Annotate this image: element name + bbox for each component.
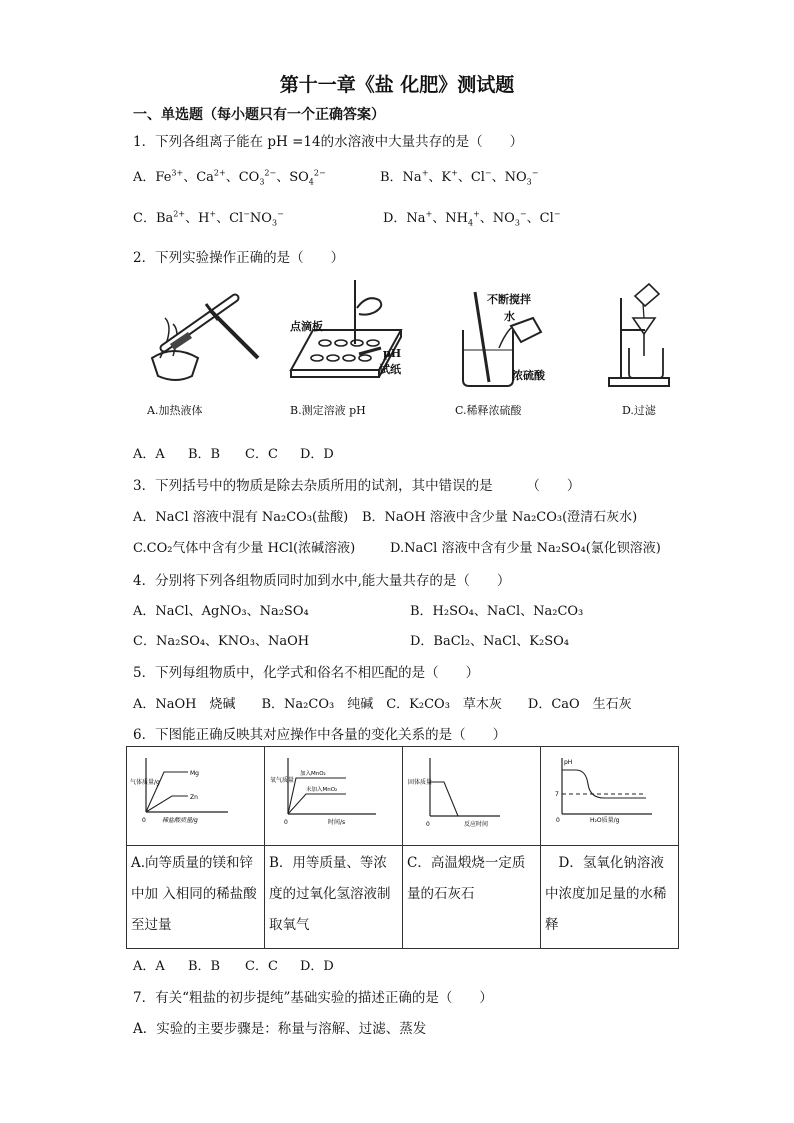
label-conc-acid: 浓硫酸: [512, 369, 545, 382]
graph-d-tick: 7: [555, 791, 559, 798]
graph-d-xlabel: H₂O质量/g: [590, 817, 620, 824]
label-spot-plate: 点滴板: [290, 320, 323, 333]
figure-caption-c: C.稀释浓硫酸: [455, 404, 522, 417]
q6-table: [126, 746, 679, 949]
label-ph: pH: [383, 347, 402, 360]
filtration-figure: [605, 278, 680, 393]
graph-a-xlabel: 稀盐酸质量/g: [162, 817, 198, 824]
graph-b-ylabel: 氧气质量: [270, 777, 295, 784]
q6-text-b: B．用等质量、等浓度的过氧化氢溶液制取氧气: [265, 846, 403, 949]
q6-option-b: B．B: [188, 959, 221, 974]
label-water: 水: [504, 310, 515, 323]
q4-option-c: C．Na₂SO₄、KNO₃、NaOH: [133, 634, 310, 649]
graph-c-origin: 0: [426, 821, 430, 828]
graph-b-cell: [265, 747, 403, 846]
graph-a-line2: Zn: [190, 794, 198, 801]
q1-option-b: B．Na+、K+、Cl−、$NO_3^-$: [380, 168, 539, 187]
figure-caption-d: D.过滤: [622, 404, 656, 417]
q3-option-d: D.NaCl 溶液中含有少量 Na₂SO₄(氯化钡溶液): [390, 541, 661, 556]
q2-option-c: C．C: [245, 447, 278, 462]
q6-text-c: C．高温煅烧一定质量的石灰石: [403, 846, 541, 949]
q3-option-c: C.CO₂气体中含有少量 HCl(浓碱溶液): [133, 541, 356, 556]
graph-a: [128, 748, 263, 840]
q6-text-d: D．氢氧化钠溶液中浓度加足量的水稀释: [541, 846, 679, 949]
graph-c-ylabel: 固体质量: [408, 779, 433, 786]
q6-stem: 6．下图能正确反映其对应操作中各量的变化关系的是（ ）: [133, 727, 507, 743]
graph-b-origin: 0: [284, 819, 288, 826]
q1-option-d: D．Na+、$NH_4^+$、$NO_3^-$、Cl−: [383, 209, 561, 228]
q3-stem: 3．下列括号中的物质是除去杂质所用的试剂，其中错误的是 （ ）: [133, 478, 581, 494]
graph-c-xlabel: 反应时间: [464, 821, 489, 828]
q7-option-a: A．实验的主要步骤是：称量与溶解、过滤、蒸发: [133, 1021, 427, 1037]
label-stir: 不断搅拌: [487, 293, 531, 306]
figure-caption-b: B.测定溶液 pH: [290, 404, 366, 417]
figure-caption-a: A.加热液体: [147, 404, 203, 417]
q4-option-a: A．NaCl、AgNO₃、Na₂SO₄: [133, 604, 309, 619]
q6-option-d: D．D: [300, 959, 334, 974]
graph-d-origin: 0: [556, 817, 560, 824]
graph-a-ylabel: 气体质量/g: [130, 779, 160, 786]
q6-option-a: A．A: [133, 959, 165, 974]
q5-stem: 5．下列每组物质中，化学式和俗名不相匹配的是（ ）: [133, 665, 480, 681]
q2-option-d: D．D: [300, 447, 334, 462]
graph-a-cell: [127, 747, 265, 846]
graph-b-line2: 未加入MnO₂: [306, 787, 338, 793]
graph-c-cell: [403, 747, 541, 846]
graph-b-line1: 加入MnO₂: [300, 771, 326, 777]
q5-options: A．NaOH 烧碱 B．Na₂CO₃ 纯碱 C．K₂CO₃ 草木灰 D．CaO 生石灰: [133, 697, 632, 712]
q1-stem: 1．下列各组离子能在 pH =14的水溶液中大量共存的是（ ）: [133, 134, 524, 150]
q4-option-d: D．BaCl₂、NaCl、K₂SO₄: [410, 634, 569, 649]
section-heading: 一、单选题（每小题只有一个正确答案）: [133, 107, 385, 123]
q3-option-b: B．NaOH 溶液中含少量 Na₂CO₃(澄清石灰水): [362, 510, 638, 525]
graph-a-line1: Mg: [190, 770, 199, 777]
page-title: 第十一章《盐 化肥》测试题: [279, 74, 515, 96]
q2-stem: 2．下列实验操作正确的是（ ）: [133, 250, 345, 266]
q6-text-a: A.向等质量的镁和锌中加 入相同的稀盐酸至过量: [127, 846, 265, 949]
q2-option-b: B．B: [188, 447, 221, 462]
q4-option-b: B．H₂SO₄、NaCl、Na₂CO₃: [410, 604, 584, 619]
label-ph-paper: 试纸: [379, 363, 401, 376]
graph-a-origin: 0: [142, 817, 146, 824]
q4-stem: 4．分别将下列各组物质同时加到水中,能大量共存的是（ ）: [133, 573, 511, 589]
q6-option-c: C．C: [245, 959, 278, 974]
graph-d-ylabel: pH: [564, 759, 573, 766]
heating-liquid-figure: [140, 278, 265, 393]
q7-stem: 7．有关“粗盐的初步提纯”基础实验的描述正确的是（ ）: [133, 990, 493, 1006]
graph-c: [404, 748, 539, 840]
q2-option-a: A．A: [133, 447, 165, 462]
graph-b: [266, 748, 401, 840]
q1-option-c: C．$Ba^{2+}$、H+、$Cl^-NO_3^-$: [133, 209, 284, 228]
q3-option-a: A．NaCl 溶液中混有 Na₂CO₃(盐酸): [133, 510, 349, 525]
graph-d-cell: [541, 747, 679, 846]
q1-option-a: A．$Fe^{3+}$、$Ca^{2+}$、$CO_3^{2-}$、$SO_4^{2-}$: [133, 168, 326, 187]
graph-b-xlabel: 时间/s: [328, 819, 346, 826]
graph-d: [542, 748, 677, 840]
